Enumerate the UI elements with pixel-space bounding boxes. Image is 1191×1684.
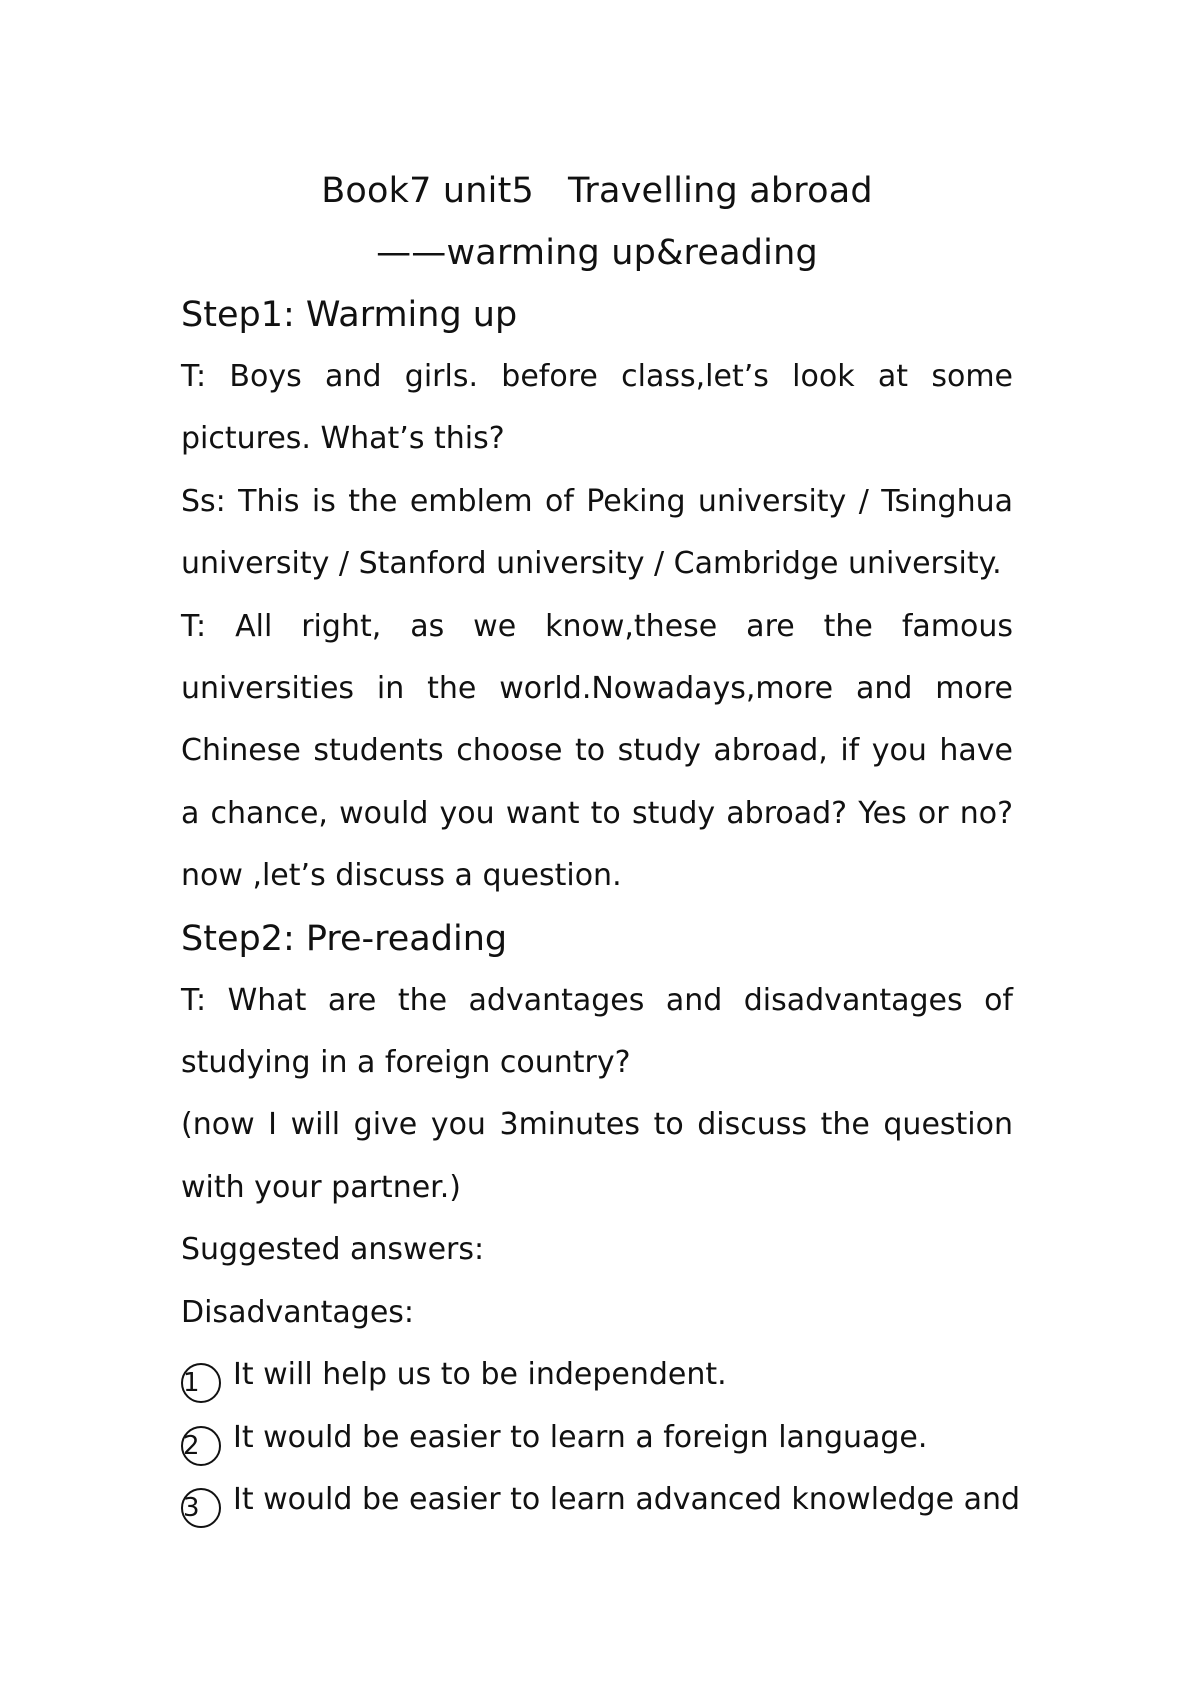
list-item-text: It would be easier to learn a foreign language. [233,1419,928,1455]
document-content [181,160,1021,1531]
list-item [181,1407,1013,1469]
list-item-text: It would be easier to learn advanced knowledge and [233,1481,1021,1517]
document-subtitle: ——warming up&reading [376,233,818,273]
circled-number-2-icon: 2 [181,1426,221,1466]
list-item [181,1344,1013,1406]
list-item [181,1469,1021,1531]
circled-number-3-icon: 3 [181,1488,221,1528]
step2-heading: Step2: Pre-reading [181,918,508,959]
step2-instruction: (now I will give you 3minutes to discuss the question with your partner.) [181,1107,1013,1205]
circled-number-1-icon: 1 [181,1363,221,1403]
step1-heading: Step1: Warming up [181,295,518,335]
disadvantages-label: Disadvantages: [181,1294,415,1330]
document-title: Book7 unit5 Travelling abroad [321,171,873,211]
step1-teacher-intro: T: Boys and girls. before class,let’s look at some pictures. What’s this? [181,359,1013,457]
suggested-answers-label: Suggested answers: [181,1232,485,1268]
step1-teacher-question: T: All right, as we know,these are the famous universities in the world.Nowadays,more and more Chinese students choose to study abroad, if you have a chance, would you want to study abroad? Yes or no? now ,let’s discuss a question. [181,608,1013,894]
step1-students-answer: Ss: This is the emblem of Peking university / Tsinghua university / Stanford university / Cambridge university. [181,483,1013,582]
list-item-text: It will help us to be independent. [233,1357,727,1393]
step2-teacher-question: T: What are the advantages and disadvantages of studying in a foreign country? [181,982,1013,1081]
